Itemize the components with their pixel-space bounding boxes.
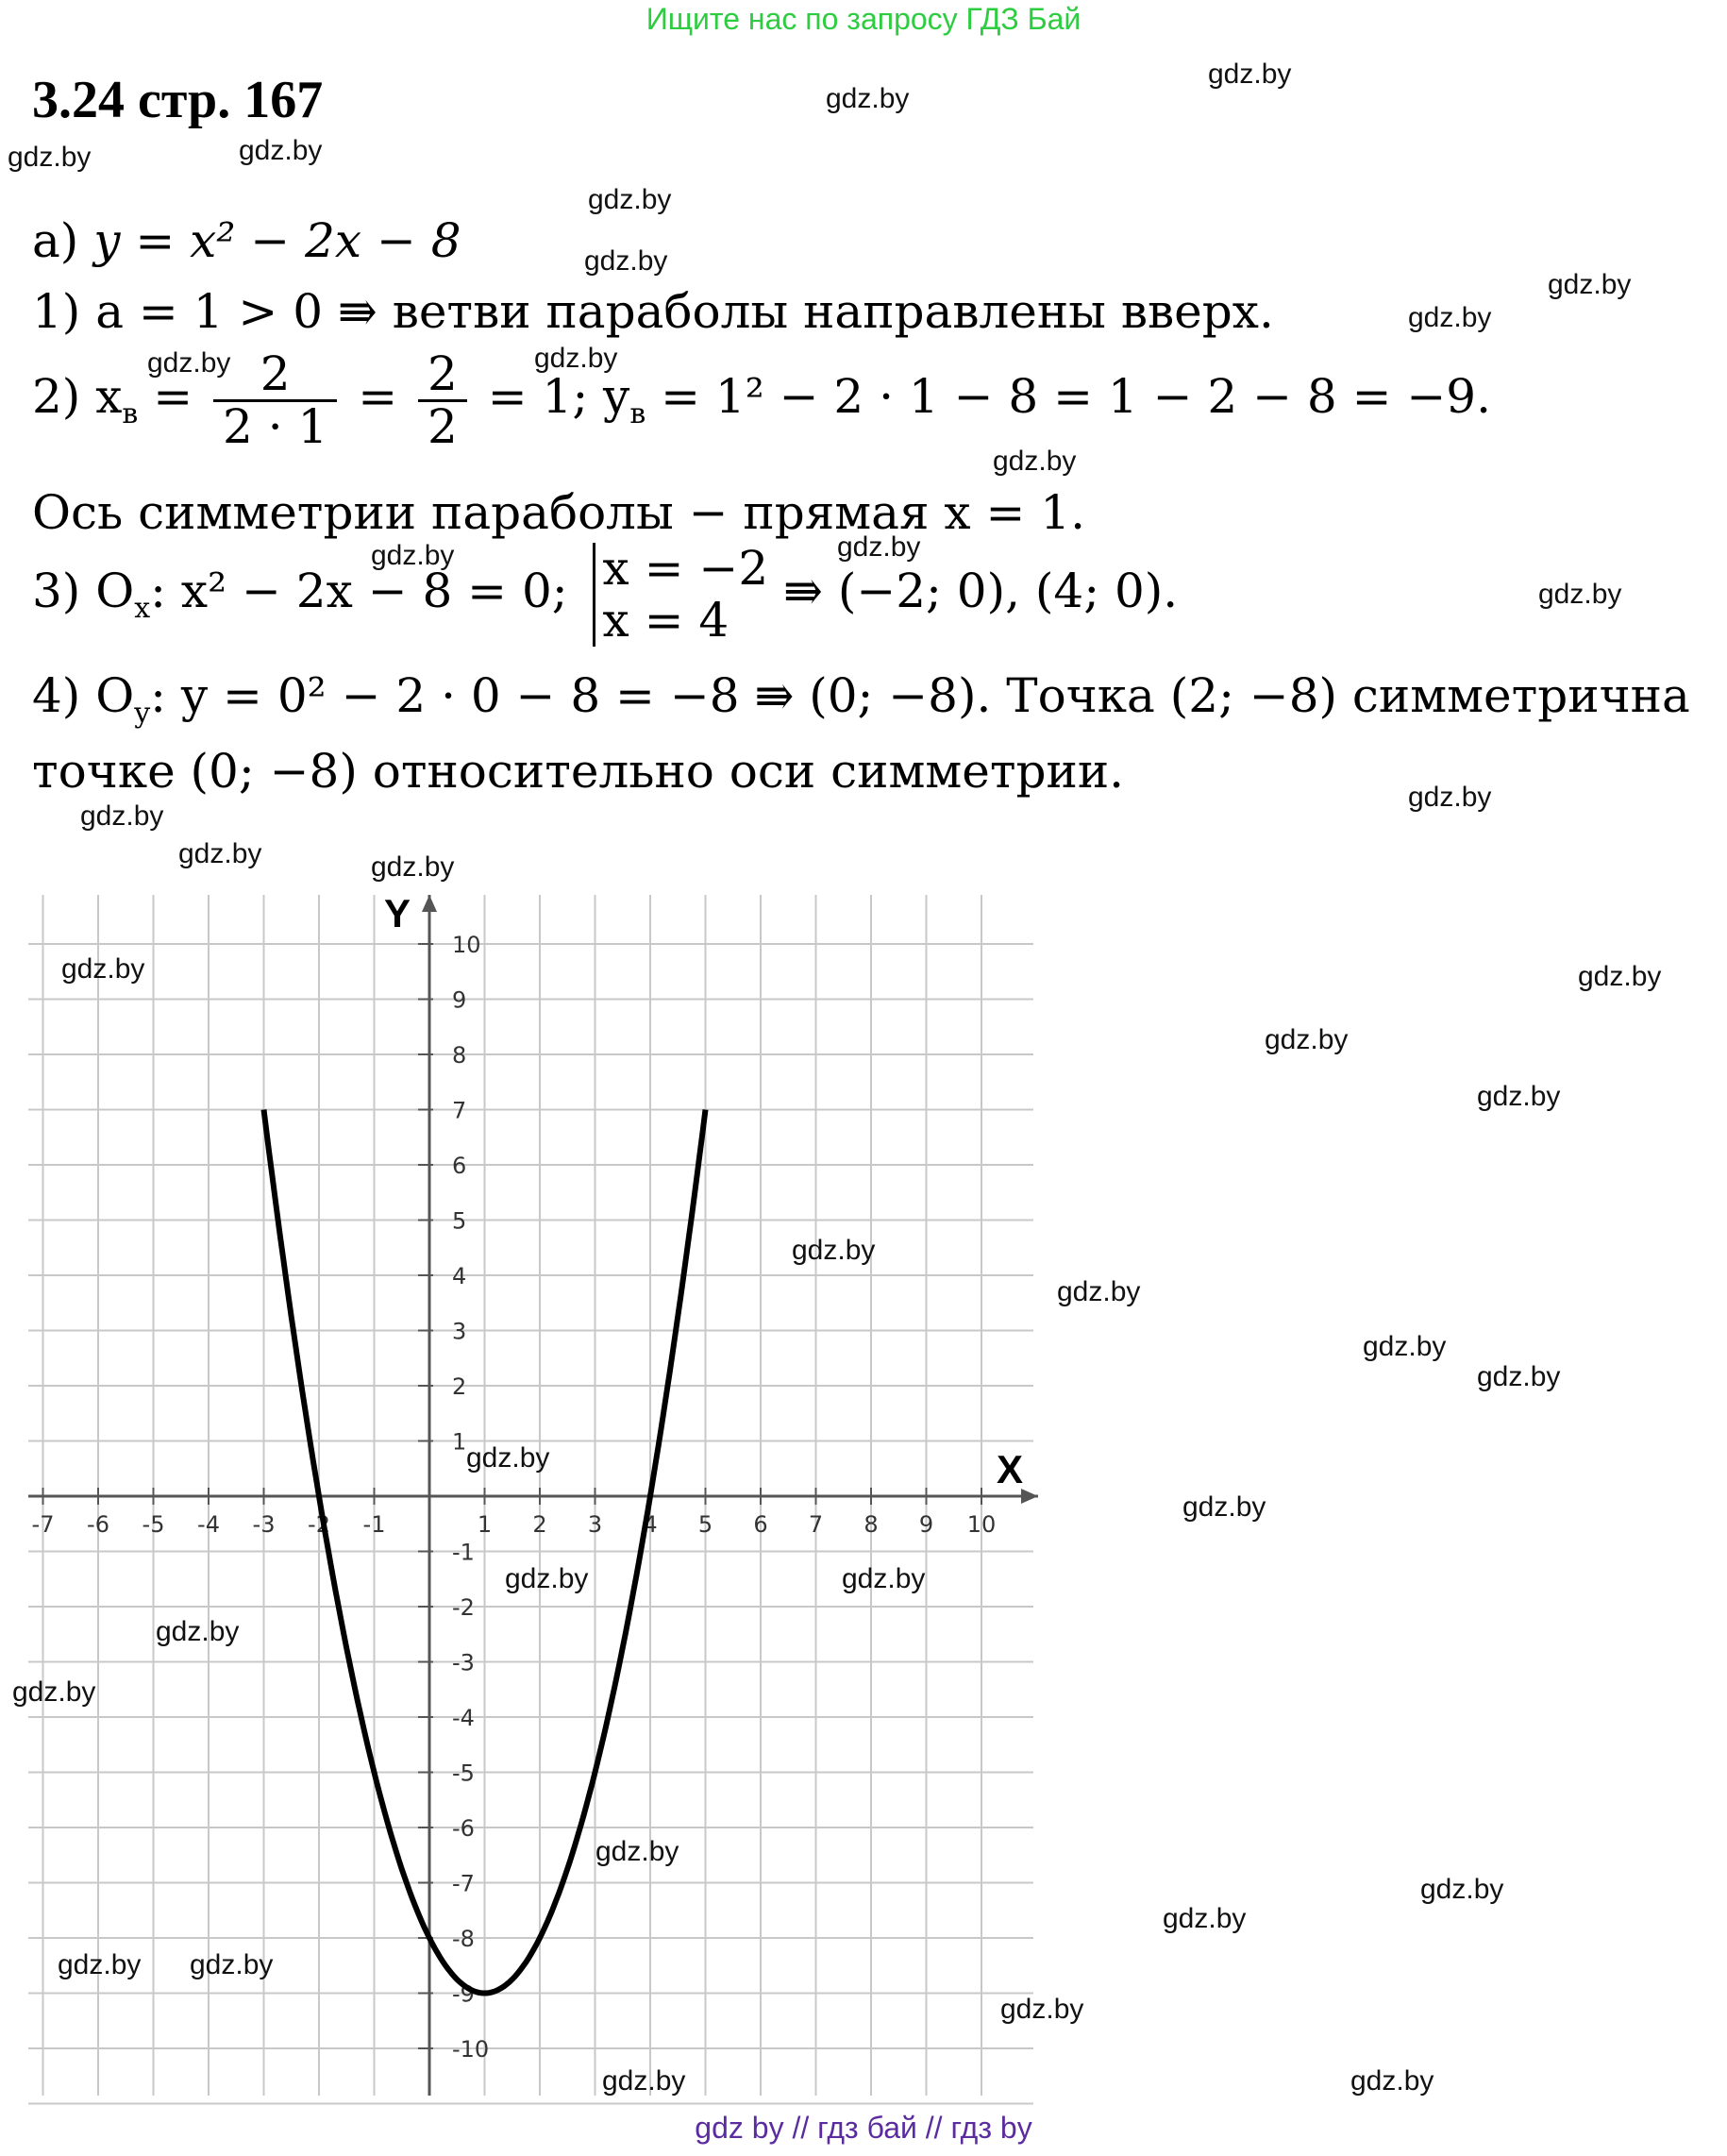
watermark: gdz.by bbox=[1548, 269, 1632, 300]
x-tick-label: -1 bbox=[362, 1511, 386, 1538]
x-tick-label: 2 bbox=[532, 1511, 547, 1538]
watermark: gdz.by bbox=[80, 800, 164, 832]
fraction-2-denominator: 2 bbox=[428, 398, 458, 454]
step-2-line: 2) $x_в$ = $\frac{2}{2 \cdot 1}$ = $\frac{2}{2}$ = 1; $y_в = 1^2 - 2 \cdot 1 - 8 = 1 - 2 - 8 = -9$. bbox=[32, 346, 1491, 454]
watermark: gdz.by bbox=[1163, 1903, 1247, 1934]
x-tick-label: 1 bbox=[477, 1511, 493, 1538]
part-a-label: а) bbox=[32, 213, 94, 268]
vertex-y-calculation: = 1² − 2 · 1 − 8 = 1 − 2 − 8 = −9. bbox=[646, 369, 1491, 424]
step-4-line bbox=[32, 668, 1690, 730]
x-axis-arrow bbox=[1021, 1489, 1038, 1504]
watermark: gdz.by bbox=[792, 1235, 876, 1266]
watermark: gdz.by bbox=[12, 1676, 96, 1708]
vertex-x-value: = 1; y bbox=[487, 369, 630, 424]
watermark: gdz.by bbox=[993, 446, 1077, 477]
step-1-line: 1) a = 1 > 0 ⇛ ветви параболы направлены вверх. bbox=[32, 284, 1274, 339]
watermark: gdz.by bbox=[190, 1949, 274, 1980]
x-intercepts-subscript: x bbox=[134, 592, 151, 625]
watermark: gdz.by bbox=[466, 1442, 550, 1474]
y-tick-label: -7 bbox=[452, 1870, 475, 1897]
exercise-title: 3.24 стр. 167 bbox=[32, 71, 324, 129]
x-tick-label: 8 bbox=[864, 1511, 879, 1538]
y-tick-label: -10 bbox=[452, 2036, 490, 2063]
symmetric-point-line: точке (0; −8) относительно оси симметрии. bbox=[32, 744, 1125, 799]
fraction-1 bbox=[213, 346, 337, 454]
watermark: gdz.by bbox=[1350, 2065, 1434, 2097]
y-tick-label: -2 bbox=[452, 1594, 475, 1621]
step-3-line bbox=[32, 543, 1178, 647]
watermark: gdz.by bbox=[1477, 1081, 1561, 1112]
y-tick-label: 1 bbox=[452, 1428, 467, 1456]
fraction-1-numerator: 2 bbox=[213, 349, 337, 402]
watermark: gdz.by bbox=[1000, 1994, 1084, 2025]
y-tick-label: 7 bbox=[452, 1097, 467, 1124]
watermark: gdz.by bbox=[1477, 1361, 1561, 1392]
x-tick-label: 5 bbox=[697, 1511, 713, 1538]
watermark: gdz.by bbox=[147, 347, 231, 379]
watermark: gdz.by bbox=[1408, 782, 1492, 813]
y-tick-label: -6 bbox=[452, 1815, 475, 1842]
watermark: gdz.by bbox=[595, 1836, 679, 1867]
watermark: gdz.by bbox=[156, 1616, 240, 1647]
watermark: gdz.by bbox=[1578, 961, 1662, 992]
roots-system bbox=[593, 543, 769, 647]
watermark: gdz.by bbox=[1182, 1491, 1266, 1523]
y-intercept-label: 4) O bbox=[32, 668, 135, 723]
x-intercepts-points: ⇛ (−2; 0), (4; 0). bbox=[768, 564, 1179, 618]
y-tick-label: -3 bbox=[452, 1649, 475, 1676]
watermark: gdz.by bbox=[8, 142, 92, 173]
watermark: gdz.by bbox=[1057, 1276, 1141, 1307]
watermark: gdz.by bbox=[534, 343, 618, 374]
watermark: gdz.by bbox=[1363, 1331, 1447, 1362]
root-1: x = −2 bbox=[602, 541, 769, 596]
y-tick-label: 9 bbox=[452, 986, 467, 1014]
watermark: gdz.by bbox=[842, 1563, 926, 1594]
vertex-x-label: 2) x bbox=[32, 369, 123, 424]
watermark: gdz.by bbox=[58, 1949, 142, 1980]
fraction-1-denominator: 2 · 1 bbox=[223, 398, 328, 454]
x-tick-label: -7 bbox=[31, 1511, 55, 1538]
x-tick-label: 6 bbox=[753, 1511, 768, 1538]
y-tick-label: 3 bbox=[452, 1318, 467, 1345]
y-tick-label: -8 bbox=[452, 1926, 475, 1952]
watermark: gdz.by bbox=[178, 838, 262, 869]
watermark: gdz.by bbox=[61, 953, 145, 985]
watermark: gdz.by bbox=[1208, 59, 1292, 90]
watermark: gdz.by bbox=[837, 531, 921, 563]
vertex-y-subscript: в bbox=[629, 397, 646, 430]
function-equation: y = x² − 2x − 8 bbox=[93, 213, 461, 268]
equals-sign: = bbox=[138, 369, 208, 424]
x-tick-label: 4 bbox=[643, 1511, 658, 1538]
footer-links[interactable]: gdz by // гдз бай // гдз by bbox=[695, 2111, 1032, 2145]
watermark: gdz.by bbox=[1265, 1024, 1349, 1055]
y-axis-label: Y bbox=[384, 891, 411, 935]
x-intercepts-equation: : x² − 2x − 8 = 0; bbox=[150, 564, 568, 618]
x-tick-label: -3 bbox=[252, 1511, 276, 1538]
fraction-2 bbox=[418, 346, 467, 454]
y-tick-label: 2 bbox=[452, 1373, 467, 1400]
x-tick-label: -5 bbox=[142, 1511, 165, 1538]
parabola-graph bbox=[28, 887, 1048, 2105]
fraction-2-numerator: 2 bbox=[418, 349, 467, 402]
watermark: gdz.by bbox=[602, 2065, 686, 2097]
root-2: x = 4 bbox=[602, 593, 729, 648]
watermark: gdz.by bbox=[239, 135, 323, 166]
y-axis-arrow bbox=[422, 895, 437, 912]
y-tick-label: 5 bbox=[452, 1207, 467, 1235]
symmetry-axis-line: Ось симметрии параболы − прямая x = 1. bbox=[32, 485, 1086, 540]
watermark: gdz.by bbox=[1408, 302, 1492, 333]
x-tick-label: 10 bbox=[966, 1511, 997, 1538]
x-tick-label: -6 bbox=[87, 1511, 109, 1538]
watermark: gdz.by bbox=[371, 540, 455, 571]
y-tick-label: 4 bbox=[452, 1263, 467, 1289]
x-tick-label: 3 bbox=[587, 1511, 603, 1538]
watermark: gdz.by bbox=[826, 83, 910, 114]
watermark: gdz.by bbox=[371, 851, 455, 883]
y-tick-label: 10 bbox=[452, 932, 481, 958]
y-tick-label: -1 bbox=[452, 1539, 475, 1566]
y-tick-label: 8 bbox=[452, 1042, 467, 1069]
y-tick-label: -4 bbox=[452, 1705, 475, 1731]
search-banner[interactable]: Ищите нас по запросу ГДЗ Бай bbox=[646, 2, 1081, 36]
watermark: gdz.by bbox=[505, 1563, 589, 1594]
x-tick-label: -2 bbox=[308, 1511, 330, 1538]
y-tick-label: -5 bbox=[452, 1760, 475, 1787]
vertex-x-subscript: в bbox=[122, 397, 139, 430]
y-tick-label: 6 bbox=[452, 1153, 467, 1179]
x-tick-label: -4 bbox=[197, 1511, 220, 1538]
y-intercept-calculation: : y = 0² − 2 · 0 − 8 = −8 ⇛ (0; −8). Точка (2; −8) симметрична bbox=[150, 668, 1690, 723]
watermark: gdz.by bbox=[584, 245, 668, 277]
watermark: gdz.by bbox=[588, 184, 672, 215]
x-tick-label: 9 bbox=[918, 1511, 934, 1538]
y-intercept-subscript: y bbox=[134, 697, 151, 730]
x-intercepts-label: 3) O bbox=[32, 564, 135, 618]
equation-line bbox=[32, 213, 461, 268]
watermark: gdz.by bbox=[1420, 1874, 1504, 1905]
y-tick-label: -9 bbox=[452, 1980, 475, 2008]
watermark: gdz.by bbox=[1538, 579, 1622, 610]
x-tick-label: 7 bbox=[808, 1511, 824, 1538]
x-axis-label: X bbox=[997, 1447, 1024, 1491]
